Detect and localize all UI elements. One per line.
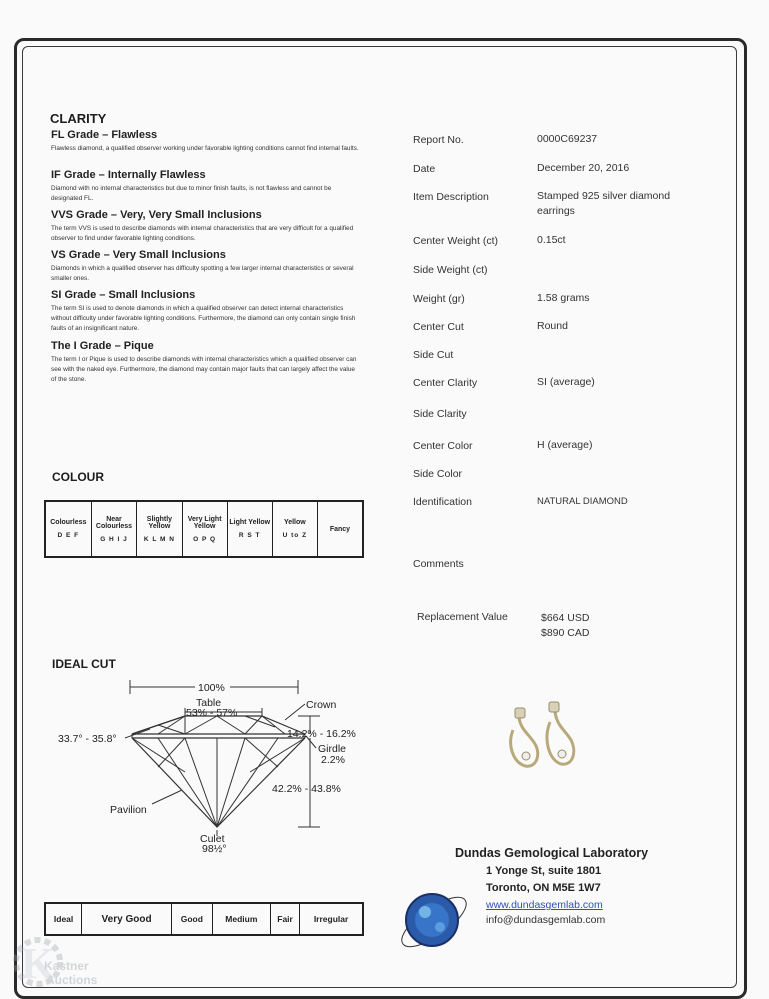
table-label: Table [196, 697, 222, 709]
grade-text: The term VVS is used to describe diamonds with internal characteristics that are very difficult for a qualified observer to find under favorable lighting conditions. [51, 225, 354, 242]
lab-name: Dundas Gemological Laboratory [455, 846, 649, 860]
grade-title: FL Grade – Flawless [51, 129, 158, 141]
colour-cell [227, 501, 272, 557]
weight-label: Weight (gr) [413, 293, 465, 305]
replacement-usd: $664 USD [541, 612, 590, 624]
lab-website-link[interactable]: www.dundasgemlab.com [486, 899, 603, 911]
cut-grade-table [44, 902, 364, 936]
colour-letters: U to Z [282, 532, 308, 539]
report-no-value: 0000C69237 [537, 133, 598, 145]
girdle-pct-label: 2.2% [321, 754, 345, 766]
clarity-grades [51, 129, 361, 385]
colour-name: Light Yellow [229, 519, 271, 526]
lab-email: info@dundasgemlab.com [486, 914, 606, 926]
item-label: Item Description [413, 191, 489, 203]
crown-angle-label: 33.7° - 35.8° [58, 733, 117, 745]
clarity-grade-si [51, 289, 361, 340]
center-color-value: H (average) [537, 439, 593, 451]
colour-letters: G H I J [100, 535, 128, 543]
colour-name: Fancy [329, 525, 351, 533]
colour-letters: R S T [238, 532, 261, 539]
earrings-photo [495, 700, 590, 785]
grade-text: Diamond with no internal characteristics but due to minor finish faults, is not flawless and cannot be designated FL. [51, 185, 332, 202]
hologram-seal-icon [392, 880, 472, 965]
pavilion-label: Pavilion [110, 804, 147, 816]
colour-name: Very Light Yellow [187, 515, 222, 530]
cut-grade-cell: Ideal [45, 903, 82, 935]
clarity-grade-i [51, 340, 361, 385]
width-pct-label: 100% [198, 682, 225, 694]
colour-cell [137, 501, 182, 557]
colour-letters: O P Q [193, 535, 217, 543]
colour-scale-table [44, 500, 364, 558]
comments-label: Comments [413, 558, 464, 570]
grade-text: Diamonds in which a qualified observer has difficulty spotting a few larger internal characteristics or several smaller ones. [51, 265, 354, 282]
culet-value-label: 98½° [202, 843, 227, 855]
cut-grade-cell-selected: Very Good [82, 903, 172, 935]
cut-grade-cell: Irregular [300, 903, 363, 935]
side-clarity-label: Side Clarity [413, 408, 467, 420]
side-weight-label: Side Weight (ct) [413, 264, 488, 276]
svg-text:K: K [20, 939, 56, 988]
diamond-proportion-diagram [40, 672, 380, 857]
clarity-grade-fl [51, 129, 361, 169]
date-value: December 20, 2016 [537, 162, 630, 174]
girdle-label: Girdle [318, 743, 347, 755]
ideal-cut-heading: IDEAL CUT [52, 657, 116, 671]
center-weight-label: Center Weight (ct) [413, 235, 498, 247]
clarity-grade-vvs [51, 209, 361, 249]
culet-label: Culet [200, 833, 225, 845]
grade-text: Flawless diamond, a qualified observer working under favorable lighting conditions cannot find internal faults. [51, 145, 359, 152]
colour-cell [45, 501, 91, 557]
grade-title: The I Grade – Pique [51, 340, 154, 352]
grade-title: SI Grade – Small Inclusions [51, 289, 196, 301]
watermark-line-2: Auctions [46, 973, 98, 987]
clarity-grade-vs [51, 249, 361, 289]
grade-title: VS Grade – Very Small Inclusions [51, 249, 226, 261]
side-color-label: Side Color [413, 468, 463, 480]
colour-name: Yellow [283, 519, 306, 526]
colour-cell [272, 501, 317, 557]
grade-text: The term SI is used to denote diamonds in which a qualified observer can detect internal characteristics without difficulty under favorable lighting conditions. Furthermore, the diamond can only contain single finish faults of an insignificant nature. [51, 305, 356, 332]
colour-name: Slightly Yellow [146, 515, 173, 530]
crown-label: Crown [306, 699, 337, 711]
colour-cell [317, 501, 363, 557]
center-weight-value: 0.15ct [537, 234, 566, 246]
colour-cell [91, 501, 137, 557]
table-range-label: 53% - 57% [186, 707, 238, 719]
clarity-heading: CLARITY [50, 111, 107, 126]
side-cut-label: Side Cut [413, 349, 454, 361]
colour-name: Colourless [50, 519, 87, 526]
grade-title: IF Grade – Internally Flawless [51, 169, 206, 181]
replacement-cad: $890 CAD [541, 627, 590, 639]
cut-grade-cell: Medium [212, 903, 270, 935]
report-no-label: Report No. [413, 134, 464, 146]
colour-name: Near Colourless [95, 515, 133, 530]
weight-value: 1.58 grams [537, 292, 590, 304]
grade-text: The term I or Pique is used to describe diamonds with internal characteristics which a qualified observer can see with the naked eye. Furthermore, the diamond may contain major faults that can largely affect the value of the stone. [51, 356, 357, 383]
grade-title: VVS Grade – Very, Very Small Inclusions [51, 209, 262, 221]
cut-grade-cell: Good [171, 903, 212, 935]
cut-grade-cell: Fair [270, 903, 299, 935]
pavilion-depth-label: 42.2% - 43.8% [272, 783, 341, 795]
item-value: Stamped 925 silver diamond earrings [537, 190, 671, 217]
colour-letters: D E F [57, 532, 80, 539]
center-clarity-label: Center Clarity [413, 377, 478, 389]
center-clarity-value: SI (average) [537, 376, 595, 388]
clarity-grade-if [51, 169, 361, 209]
lab-address-1: 1 Yonge St, suite 1801 [486, 865, 602, 877]
crown-height-label: 14.2% - 16.2% [287, 728, 356, 740]
date-label: Date [413, 163, 436, 175]
replacement-label: Replacement Value [417, 611, 508, 623]
watermark-line-1: Kastner [44, 959, 89, 973]
center-cut-label: Center Cut [413, 321, 464, 333]
auction-watermark [8, 932, 118, 996]
colour-heading: COLOUR [52, 470, 104, 484]
colour-letters: K L M N [143, 535, 175, 543]
identification-value: NATURAL DIAMOND [537, 496, 628, 507]
identification-label: Identification [413, 496, 472, 508]
center-color-label: Center Color [413, 440, 473, 452]
colour-cell [182, 501, 227, 557]
center-cut-value: Round [537, 320, 568, 332]
lab-address-2: Toronto, ON M5E 1W7 [486, 882, 601, 894]
